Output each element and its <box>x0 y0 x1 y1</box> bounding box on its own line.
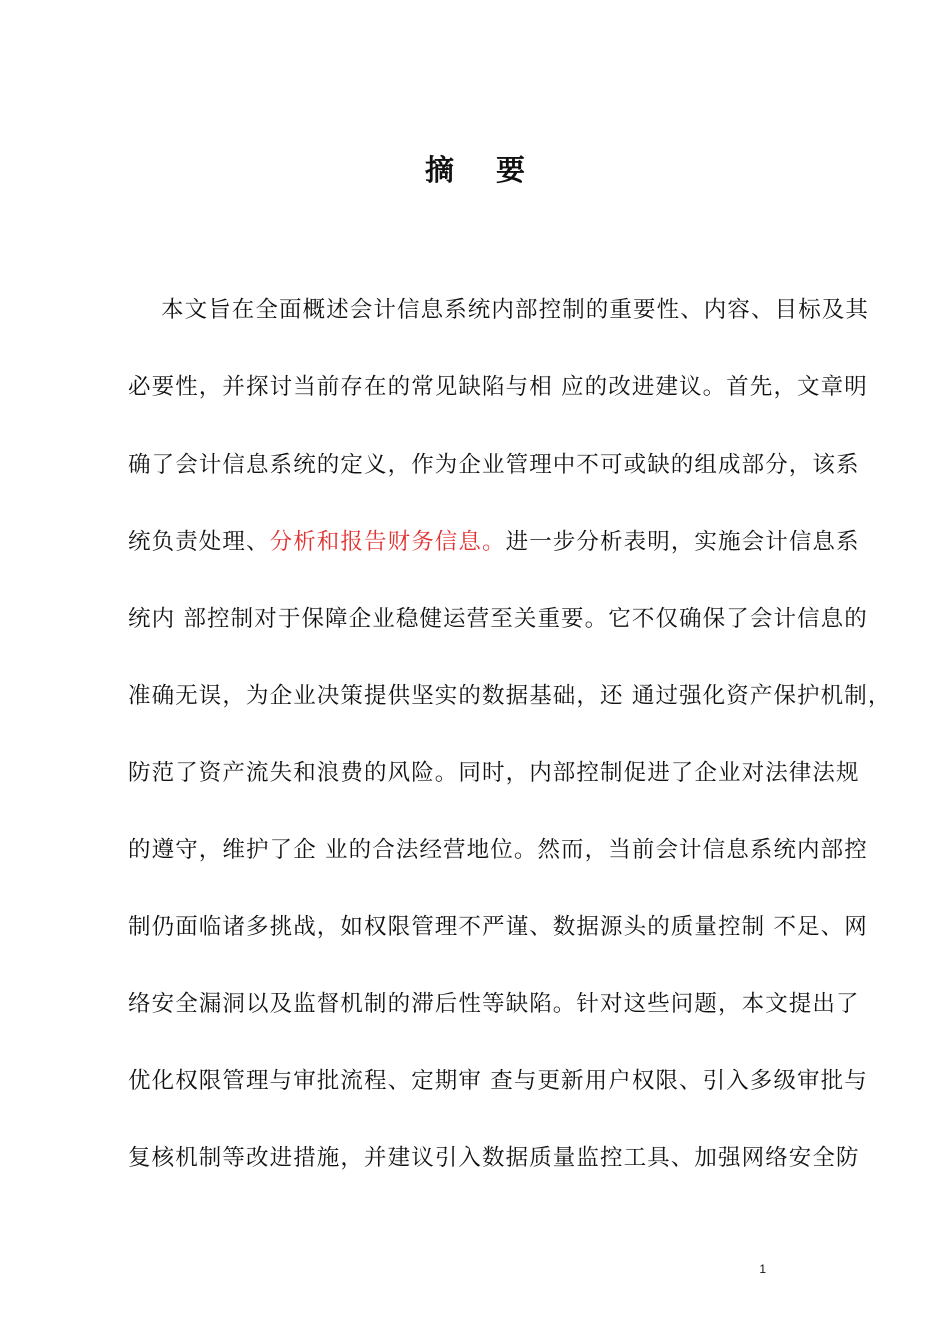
body-line-11: 优化权限管理与审批流程、定期审 查与更新用户权限、引入多级审批与 <box>128 1068 868 1094</box>
body-line-2: 必要性，并探讨当前存在的常见缺陷与相 应的改进建议。首先，文章明 <box>128 374 868 400</box>
body-line-4 <box>128 522 858 562</box>
body-line-7: 防范了资产流失和浪费的风险。同时，内部控制促进了企业对法律法规 <box>128 760 860 786</box>
body-line-12: 复核机制等改进措施，并建议引入数据质量监控工具、加强网络安全防 <box>128 1145 860 1171</box>
title-char-1: 摘 <box>424 153 454 187</box>
body-line-4-suffix: 进一步分析表明，实施会计信息系 <box>505 529 860 555</box>
body-line-6: 准确无误，为企业决策提供坚实的数据基础，还 通过强化资产保护机制， <box>128 683 892 709</box>
body-line-5: 统内 部控制对于保障企业稳健运营至关重要。它不仅确保了会计信息的 <box>128 606 868 632</box>
body-line-10: 络安全漏洞以及监督机制的滞后性等缺陷。针对这些问题，本文提出了 <box>128 991 860 1017</box>
body-line-8: 的遵守，维护了企 业的合法经营地位。然而，当前会计信息系统内部控 <box>128 837 868 863</box>
body-line-9: 制仍面临诸多挑战，如权限管理不严谨、数据源头的质量控制 不足、网 <box>128 914 868 940</box>
highlighted-text: 分析和报告财务信息。 <box>269 529 506 555</box>
page-number: 1 <box>759 1262 766 1276</box>
body-line-1: 本文旨在全面概述会计信息系统内部控制的重要性、内容、目标及其 <box>161 297 870 323</box>
title-char-2: 要 <box>496 153 526 187</box>
body-line-4-prefix: 统负责处理、 <box>128 529 270 555</box>
body-line-3: 确了会计信息系统的定义，作为企业管理中不可或缺的组成部分，该系 <box>128 452 860 478</box>
page-title <box>0 148 950 189</box>
